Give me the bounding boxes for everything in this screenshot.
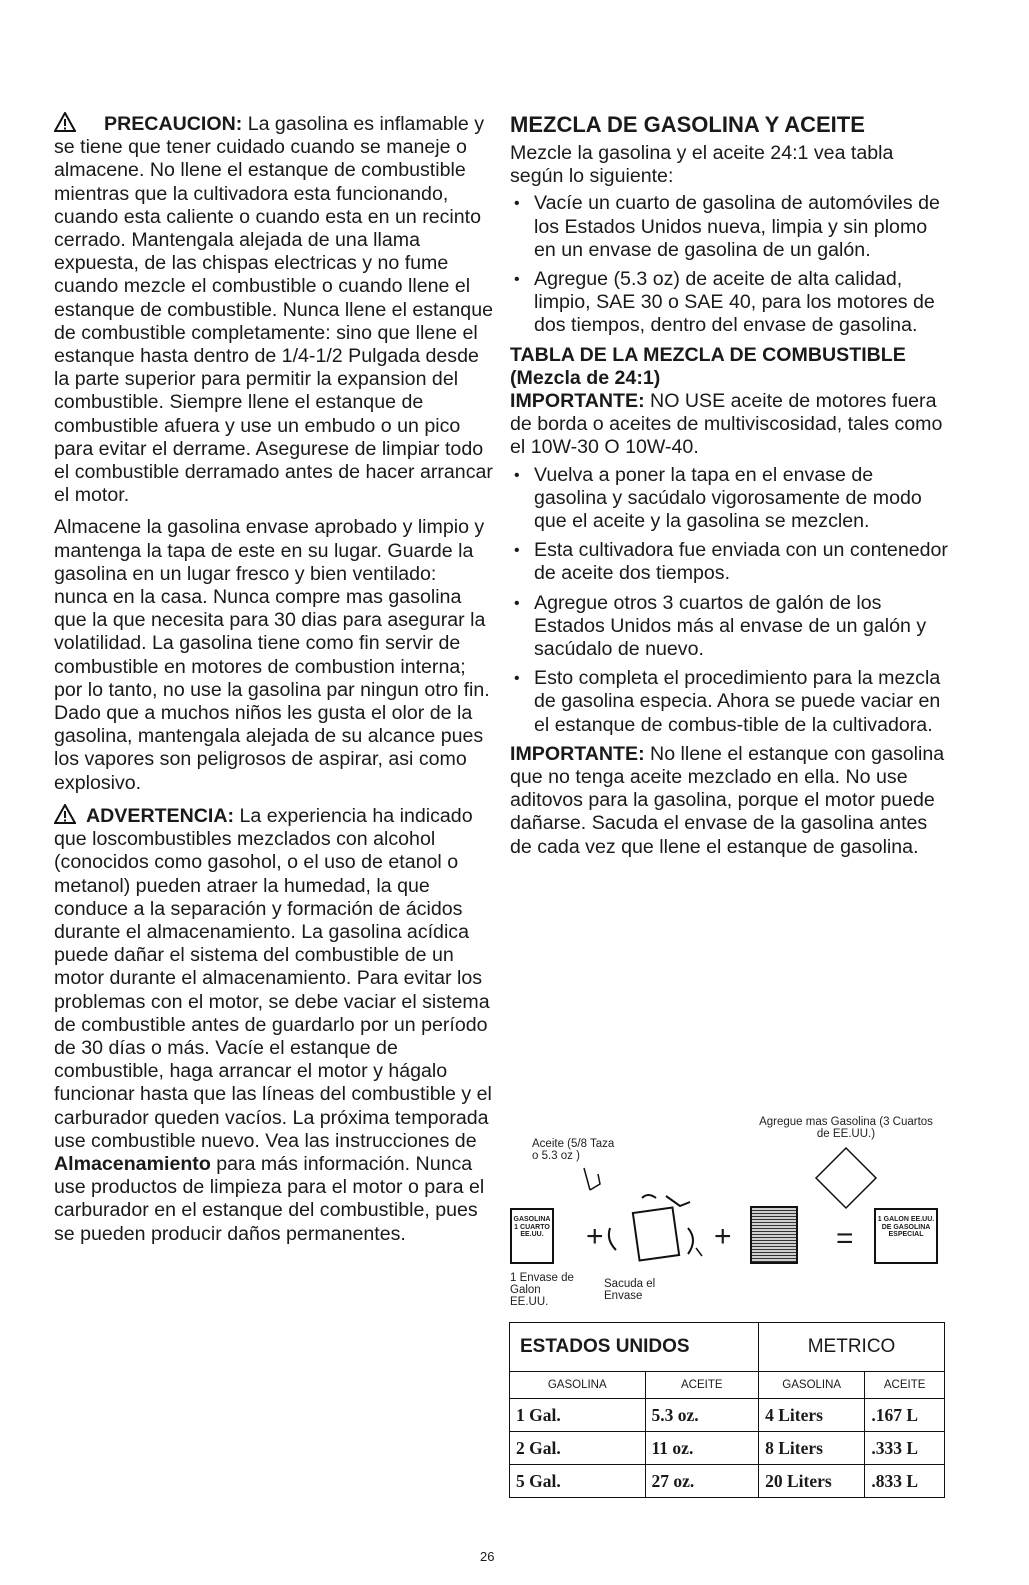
- table-row: 2 Gal. 11 oz. 8 Liters .333 L: [510, 1432, 945, 1465]
- oil-bottle-icon: [576, 1162, 606, 1202]
- important-paragraph-2: IMPORTANTE: No llene el estanque con gasolina que no tenga aceite mezclado en ella. No use aditovos para la gasolina, porque el motor puede dañarse. Sacuda el envase de la gasolina antes de cada vez que llene el estanque de gasolina.: [510, 742, 945, 858]
- storage-paragraph: Almacene la gasolina envase aprobado y limpio y mantenga la tapa de este en su lugar. Guarde la gasolina en un lugar fresco y bien ventilado: nunca en la casa. Nunca compre mas gasolina que la que necesita para 30 dias para asegurar la volatilidad. La gasolina tiene como fin servir de combustible en motores de combustion interna; por lo tanto, no use la gasolina par ningun otro fin. Dado que a muchos niños les gusta el olor de la gasolina, mantengala alejada de su alcance pues los vapores son peligrosos de aspirar, asi como explosivo.: [54, 516, 490, 794]
- plus-sign: +: [586, 1220, 604, 1253]
- warning-bold-storage: Almacenamiento: [54, 1152, 211, 1175]
- warning-triangle-icon: [54, 112, 76, 132]
- gallon-mix-can: 1 GALON EE.UU. DE GASOLINA ESPECIAL: [874, 1208, 938, 1264]
- list-item: • Esta cultivadora fue enviada con un contenedor de aceite dos tiempos.: [514, 539, 948, 585]
- mix-steps-list: [510, 192, 950, 337]
- list-item: • Vacíe un cuarto de gasolina de automóviles de los Estados Unidos nueva, limpia y sin plomo en un envase de gasolina de un galón.: [514, 192, 940, 261]
- left-column: [54, 112, 494, 1246]
- right-column: [510, 112, 950, 859]
- mix-intro: Mezcle la gasolina y el aceite 24:1 vea tabla según lo siguiente:: [510, 142, 894, 188]
- column-header: ACEITE: [645, 1372, 759, 1399]
- precaution-label: PRECAUCION:: [104, 113, 243, 135]
- important-paragraph-1: IMPORTANTE: NO USE aceite de motores fuera de borda o aceites de multiviscosidad, tales como el 10W-30 O 10W-40.: [510, 390, 943, 459]
- mix-heading: MEZCLA DE GASOLINA Y ACEITE: [510, 112, 865, 137]
- precaution-text: La gasolina es inflamable y se tiene que tener cuidado cuando se maneje o almacene. No llene el estanque de combustible mientras que la cultivadora esta funcionando, cuando esta caliente o cuando esta en un recinto cerrado. Mantengala alejada de una llama expuesta, de las chispas electricas y no fume cuando mezcle el combustible o cuando llene el estanque de combustible. Nunca llene el estanque de combustible completamente: sino que llene el estanque hasta dentro de 1/4-1/2 Pulgada desde la parte superior para permitir la expansion del combustible. Siempre llene el estanque de combustible afuera y use un embudo o un pico para evitar el derrame. Asegurese de limpiar todo el combustible derramado antes de hacer arrancar el motor.: [54, 113, 493, 507]
- warning-label: ADVERTENCIA:: [86, 804, 235, 827]
- mixing-diagram: [506, 1110, 946, 1310]
- shake-can-illustration: [606, 1188, 716, 1278]
- table-row: 1 Gal. 5.3 oz. 4 Liters .167 L: [510, 1399, 945, 1432]
- add-gasoline-label: Agregue mas Gasolina (3 Cuartos de EE.UU.): [759, 1116, 933, 1140]
- fuel-mix-table: [509, 1322, 945, 1498]
- list-item: • Agregue otros 3 cuartos de galón de los Estados Unidos más al envase de un galón y sacúdalo de nuevo.: [514, 591, 927, 661]
- column-header: GASOLINA: [759, 1372, 865, 1399]
- plus-sign: +: [714, 1220, 732, 1253]
- warning-triangle-icon: [54, 804, 76, 824]
- precaution-paragraph: [54, 112, 494, 507]
- column-header: GASOLINA: [510, 1372, 646, 1399]
- page-number: 26: [480, 1549, 495, 1564]
- shake-caption: Sacuda el Envase: [604, 1278, 656, 1302]
- group-header-metric: METRICO: [759, 1323, 945, 1372]
- important-label: IMPORTANTE:: [510, 390, 645, 413]
- equals-sign: =: [836, 1222, 854, 1255]
- mix-steps-list-2: [510, 464, 950, 737]
- important-label: IMPORTANTE:: [510, 742, 645, 765]
- gasoline-quart-can: GASOLINA 1 CUARTO EE.UU.: [510, 1208, 554, 1264]
- pour-arrow-illustration: [806, 1138, 886, 1218]
- can-caption: 1 Envase de Galon EE.UU.: [510, 1272, 574, 1308]
- group-header-us: ESTADOS UNIDOS: [510, 1323, 759, 1372]
- warning-text-1: La experiencia ha indicado que loscombustibles mezclados con alcohol (conocidos como gasohol, o el uso de etanol o metanol) pueden atraer la humedad, la que conduce a la separación y formación de ácidos durante el almacenamiento. La gasolina acídica puede dañar el sistema del combustible de un motor durante el almacenamiento. Para evitar los problemas con el motor, se debe vaciar el sistema de combustible antes de guardarlo por un período de 30 días o más. Vacíe el estanque de combustible, haga arrancar el motor y hágalo funcionar hasta que las líneas del combustible y el carburador queden vacíos. La próxima temporada use combustible nuevo. Vea las instrucciones de: [54, 804, 492, 1152]
- table-row: 5 Gal. 27 oz. 20 Liters .833 L: [510, 1465, 945, 1498]
- list-item: • Agregue (5.3 oz) de aceite de alta calidad, limpio, SAE 30 o SAE 40, para los motores de dos tiempos, dentro del envase de gasolina.: [514, 268, 935, 337]
- list-item: • Esto completa el procedimiento para la mezcla de gasolina especia. Ahora se puede vaciar en el estanque de combus-tible de la cultivadora.: [514, 667, 941, 736]
- list-item: • Vuelva a poner la tapa en el envase de gasolina y sacúdalo vigorosamente de modo que el aceite y la gasolina se mezclen.: [514, 463, 922, 533]
- column-header: ACEITE: [865, 1372, 945, 1399]
- gasoline-can-dotted: [750, 1206, 798, 1264]
- warning-text-2: para más información. Nunca use productos de limpieza para el motor o para el carburador en el estanque del combustible, pues se pueden producir daños permanentes.: [54, 1152, 485, 1245]
- table-heading: TABLA DE LA MEZCLA DE COMBUSTIBLE (Mezcla de 24:1): [510, 343, 906, 389]
- warning-paragraph: [54, 804, 494, 1246]
- oil-label: Aceite (5/8 Taza o 5.3 oz ): [532, 1138, 615, 1162]
